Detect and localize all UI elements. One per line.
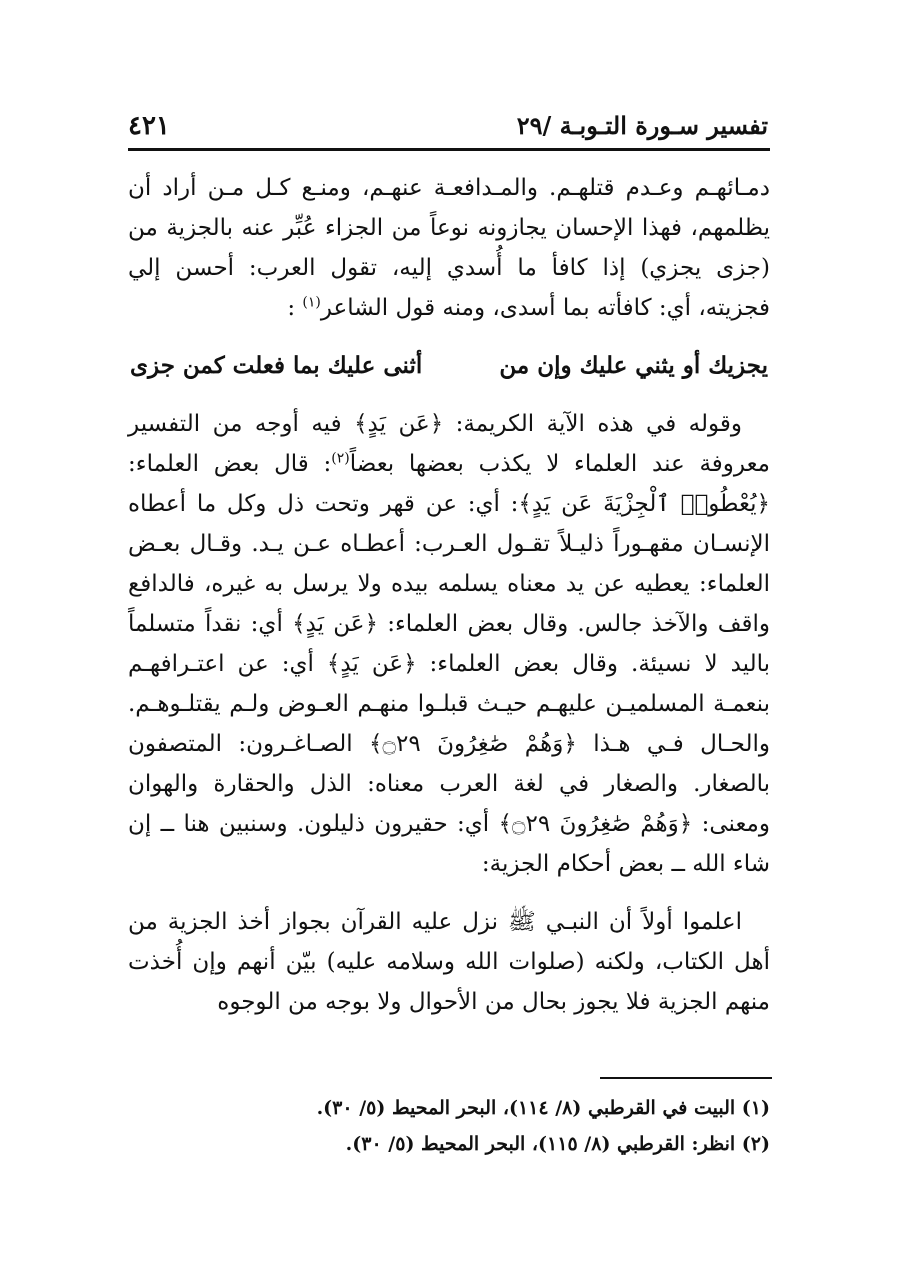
paragraph-1 (128, 168, 770, 328)
paragraph-2-text-b: : قال بعض العلماء: ﴿يُعْطُوا۟ ٱلْجِزْيَةَ عَن يَدٍ﴾: أي: عن قهر وتحت ذل وكل ما أعطاه الإنسـان مقهـوراً ذليـلاً تقـول العـرب: أعطـاه عـن يـد. وقـال بعـض العلماء: يعطيه عن يد معناه يسلمه بيده ولا يرسل به غيره، فالدافع واقف والآخذ جالس. وقال بعض العلماء: ﴿عَن يَدٍ﴾ أي: نقداً متسلماً باليد لا نسيئة. وقال بعض العلماء: ﴿عَن يَدٍ﴾ أي: عن اعتـرافهـم بنعمـة المسلميـن عليهـم حيـث قبلـوا منهـم العـوض ولـم يقتلـوهـم. والحـال فـي هـذا ﴿وَهُمْ صَٰغِرُونَ ۝٢٩﴾ الصـاغـرون: المتصفون بالصغار. والصغار في لغة العرب معناه: الذل والحقارة والهوان ومعنى: ﴿وَهُمْ صَٰغِرُونَ ۝٢٩﴾ أي: حقيرون ذليلون. وسنبين هنا ــ إن شاء الله ــ بعض أحكام الجزية: (128, 451, 770, 877)
page-number: ٤٢١ (128, 111, 170, 141)
paragraph-3: اعلموا أولاً أن النبـي ﷺ نزل عليه القرآن بجواز أخذ الجزية من أهل الكتاب، ولكنه (صلوات الله وسلامه عليه) بيّن أنهم وإن أُخذت منهم الجزية فلا يجوز بحال من الأحوال ولا بوجه من الوجوه (128, 909, 770, 1015)
footnotes (128, 1090, 770, 1162)
spacer (128, 884, 770, 902)
verse-hemistich-1: يجزيك أو يثني عليك وإن من (499, 352, 768, 379)
verse-hemistich-2: أثنى عليك بما فعلت كمن جزى (130, 352, 423, 379)
running-header (128, 105, 768, 145)
header-rule (128, 148, 770, 151)
poetry-verse (128, 346, 770, 386)
spacer (128, 328, 770, 346)
spacer (128, 386, 770, 404)
paragraph-1-text: دمـائهـم وعـدم قتلهـم. والمـدافعـة عنهـم، ومنـع كـل مـن أراد أن يظلمهم، فهذا الإحسان يجازونه نوعاً من الجزاء عُبِّر عنه بالجزية من (جزى يجزي) إذا كافأ ما أُسدي إليه، تقول العرب: أحسن إلي فجزيته، أي: كافأته بما أسدى، ومنه قول الشاعر (128, 175, 770, 321)
paragraph-2-text-a: وقوله في هذه الآية الكريمة: ﴿عَن يَدٍ﴾ فيه أوجه من التفسير معروفة عند العلماء لا يكذب بعضها بعضاً (128, 411, 770, 477)
paragraph-2 (128, 404, 770, 884)
footnote-1: (١) البيت في القرطبي (٨/ ١١٤)، البحر المحيط (٥/ ٣٠). (316, 1097, 770, 1119)
footnote-ref-2: (٢) (331, 450, 350, 467)
body-text (128, 168, 770, 1022)
paragraph-1-end: : (287, 295, 303, 321)
footnote-ref-1: (١) (302, 294, 321, 311)
footnote-rule (600, 1077, 772, 1079)
footnote-2: (٢) انظر: القرطبي (٨/ ١١٥)، البحر المحيط (٥/ ٣٠). (345, 1133, 770, 1155)
header-title: تفسير سـورة التـوبـة /٢٩ (516, 111, 768, 140)
